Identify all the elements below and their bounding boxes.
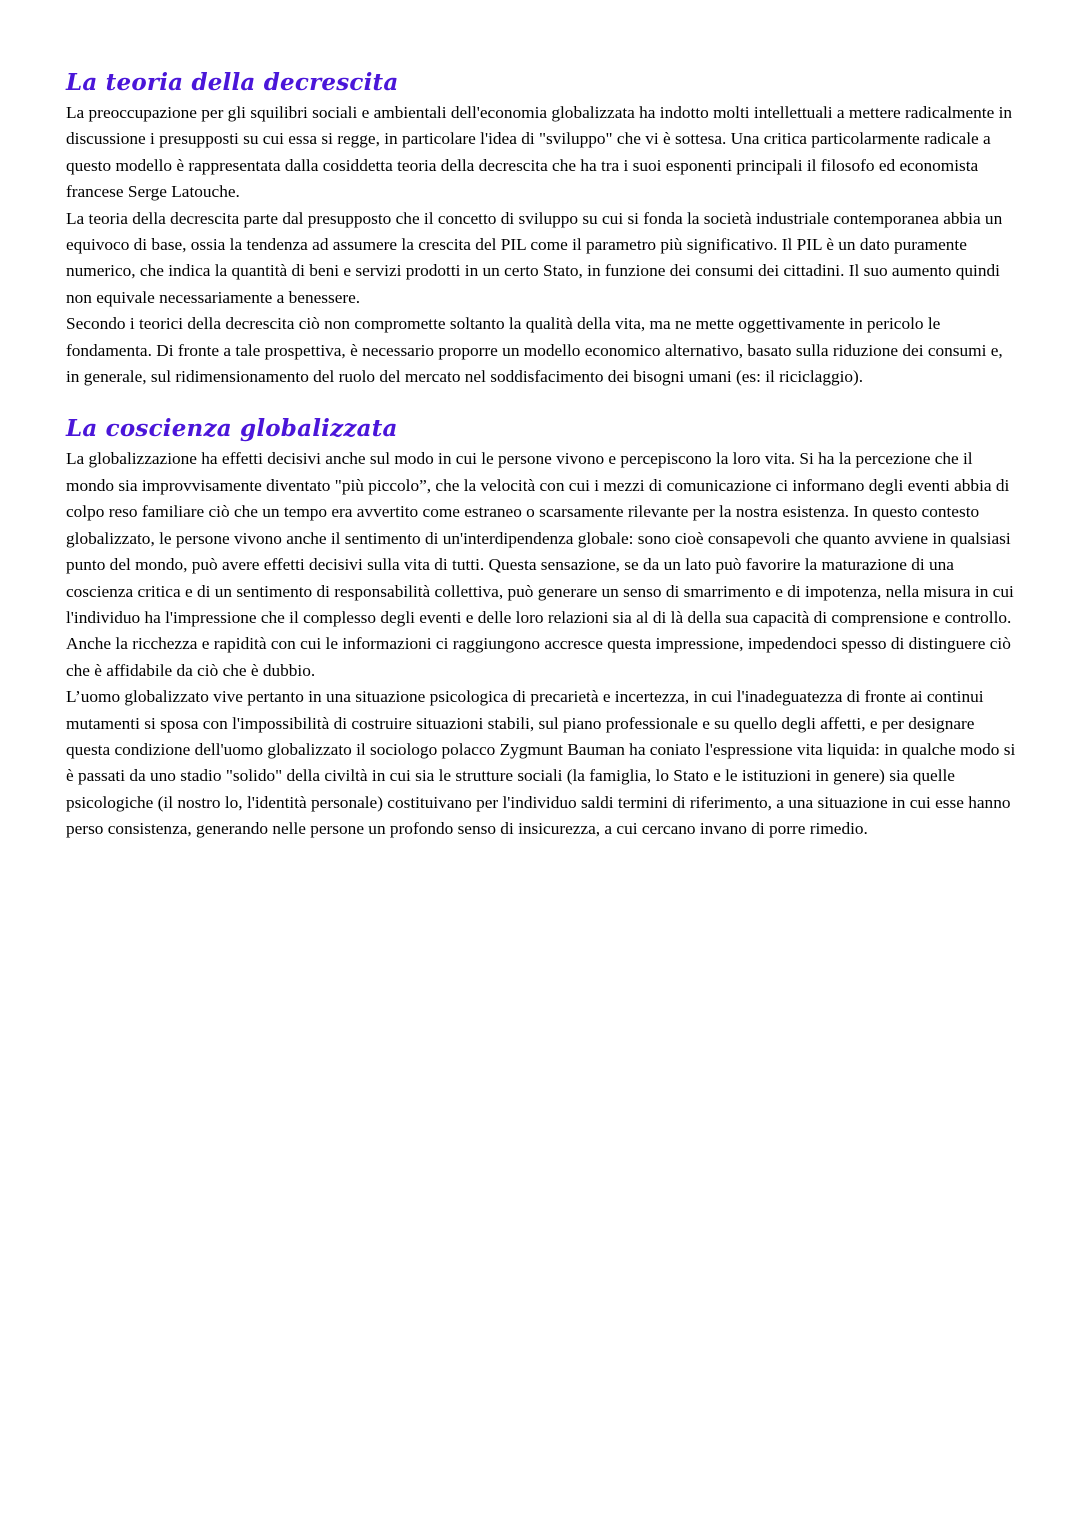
paragraph: Secondo i teorici della decrescita ciò non compromette soltanto la qualità della vita, ma ne mette oggettivamente in pericolo le fondamenta. Di fronte a tale prospettiva, è necessario proporre un modello economico alternativo, basato sulla riduzione dei consumi e, in generale, sul ridimensionamento del ruolo del mercato nel soddisfacimento dei bisogni umani (es: il riciclaggio). <box>66 314 1003 387</box>
section-coscienza-globalizzata <box>66 412 1018 842</box>
paragraph: La globalizzazione ha effetti decisivi anche sul modo in cui le persone vivono e percepiscono la loro vita. Si ha la percezione che il mondo sia improvvisamente diventato "più piccolo”, che la velocità con cui i mezzi di comunicazione ci informano degli eventi abbia di colpo reso familiare ciò che un tempo era avvertito come estraneo o scarsamente rilevante per la nostra esistenza. In questo contesto globalizzato, le persone vivono anche il sentimento di un'interdipendenza globale: sono cioè consapevoli che quanto avviene in qualsiasi punto del mondo, può avere effetti decisivi sulla vita di tutti. Questa sensazione, se da un lato può favorire la maturazione di una coscienza critica e di un sentimento di responsabilità collettiva, può generare un senso di smarrimento e di impotenza, nella misura in cui l'individuo ha l'impressione che il complesso degli eventi e delle loro relazioni sia al di là della sua capacità di comprensione e controllo. Anche la ricchezza e rapidità con cui le informazioni ci raggiungono accresce questa impressione, impedendoci spesso di distinguere ciò che è affidabile da ciò che è dubbio. <box>66 449 1014 680</box>
document-page <box>66 66 1018 843</box>
paragraph: La teoria della decrescita parte dal presupposto che il concetto di sviluppo su cui si fonda la società industriale contemporanea abbia un equivoco di base, ossia la tendenza ad assumere la crescita del PIL come il parametro più significativo. Il PIL è un dato puramente numerico, che indica la quantità di beni e servizi prodotti in un certo Stato, in funzione dei consumi dei cittadini. Il suo aumento quindi non equivale necessariamente a benessere. <box>66 208 1003 307</box>
paragraph: L’uomo globalizzato vive pertanto in una situazione psicologica di precarietà e incertezza, in cui l'inadeguatezza di fronte ai continui mutamenti si sposa con l'impossibilità di costruire situazioni stabili, sul piano professionale e su quello degli affetti, e per designare questa condizione dell'uomo globalizzato il sociologo polacco Zygmunt Bauman ha coniato l'espressione vita liquida: in qualche modo si è passati da uno stadio "solido" della civiltà in cui sia le strutture sociali (la famiglia, lo Stato e le istituzioni in genere) sia quelle psicologiche (il nostro lo, l'identità personale) costituivano per l'individuo saldi termini di riferimento, a una situazione in cui esse hanno perso consistenza, generando nelle persone un profondo senso di insicurezza, a cui cercano invano di porre rimedio. <box>66 687 1016 839</box>
paragraph: La preoccupazione per gli squilibri sociali e ambientali dell'economia globalizzata ha indotto molti intellettuali a mettere radicalmente in discussione i presupposti su cui essa si regge, in particolare l'idea di "sviluppo" che vi è sottesa. Una critica particolarmente radicale a questo modello è rappresentata dalla cosiddetta teoria della decrescita che ha tra i suoi esponenti principali il filosofo ed economista francese Serge Latouche. <box>66 103 1013 202</box>
section-heading: La teoria della decrescita <box>66 69 399 96</box>
section-decrescita <box>66 66 1018 390</box>
section-heading: La coscienza globalizzata <box>66 415 398 443</box>
